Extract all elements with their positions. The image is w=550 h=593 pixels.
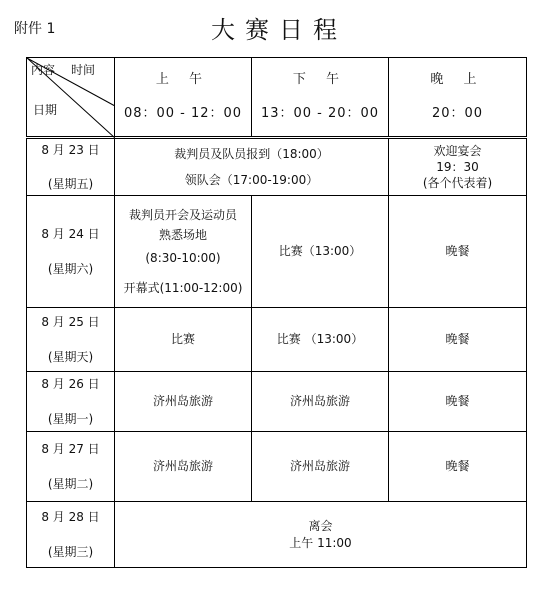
evening-cell: 晚餐 <box>389 432 527 502</box>
afternoon-cell: 济州岛旅游 <box>252 372 389 432</box>
table-row <box>27 308 527 372</box>
corner-time-label: 时间 <box>71 63 96 77</box>
corner-date-label: 日期 <box>33 103 58 117</box>
departure-cell <box>115 502 527 568</box>
date-cell <box>27 502 115 568</box>
weekday-label: (星期五) <box>47 177 94 191</box>
afternoon-cell: 济州岛旅游 <box>252 432 389 502</box>
table-row <box>27 372 527 432</box>
date-cell <box>27 138 115 196</box>
morning-cell <box>115 196 252 308</box>
header-morning <box>115 58 252 138</box>
daytime-line: 裁判员及队员报到（18:00） <box>174 146 329 161</box>
header-afternoon <box>252 58 389 138</box>
evening-line: 欢迎宴会 <box>433 143 482 158</box>
date-label: 8 月 28 日 <box>41 510 100 525</box>
date-label: 8 月 26 日 <box>41 377 100 392</box>
date-cell <box>27 432 115 502</box>
evening-cell <box>389 138 527 196</box>
weekday-label: (星期三) <box>47 544 94 559</box>
corner-content-label: 内容 <box>31 63 56 77</box>
date-label: 8 月 25 日 <box>41 315 100 330</box>
evening-line: (各个代表着) <box>422 176 493 191</box>
attachment-label: 附件 1 <box>14 21 56 37</box>
morning-cell: 济州岛旅游 <box>115 432 252 502</box>
morning-line: 裁判员开会及运动员 <box>128 208 237 223</box>
header-morning-label: 上 午 <box>155 72 211 88</box>
afternoon-cell: 比赛 （13:00） <box>252 308 389 372</box>
table-row <box>27 196 527 308</box>
header-row <box>27 58 527 138</box>
page-title: 大赛日程 <box>211 16 347 44</box>
evening-cell: 晚餐 <box>389 308 527 372</box>
daytime-cell <box>115 138 389 196</box>
morning-cell: 比赛 <box>115 308 252 372</box>
header-evening-label: 晚 上 <box>430 72 485 88</box>
date-label: 8 月 27 日 <box>41 442 100 457</box>
date-cell <box>27 372 115 432</box>
evening-cell: 晚餐 <box>389 196 527 308</box>
morning-line: 开幕式(11:00-12:00) <box>123 280 243 295</box>
daytime-line: 领队会（17:00-19:00） <box>184 173 319 187</box>
morning-line: 熟悉场地 <box>158 228 207 243</box>
date-label: 8 月 24 日 <box>41 227 100 242</box>
evening-cell: 晚餐 <box>389 372 527 432</box>
table-row <box>27 138 527 196</box>
weekday-label: (星期一) <box>47 411 94 426</box>
date-cell <box>27 196 115 308</box>
departure-line: 离会 <box>308 519 333 534</box>
table-row <box>27 432 527 502</box>
schedule-table <box>26 57 527 568</box>
date-cell <box>27 308 115 372</box>
header-corner-cell <box>27 58 115 138</box>
departure-line: 上午 11:00 <box>289 535 352 550</box>
weekday-label: (星期六) <box>47 261 94 276</box>
header-afternoon-time: 13：00 - 20：00 <box>260 106 380 121</box>
date-label: 8 月 23 日 <box>41 142 100 157</box>
table-row <box>27 502 527 568</box>
morning-line: (8:30-10:00) <box>145 250 221 265</box>
morning-cell: 济州岛旅游 <box>115 372 252 432</box>
afternoon-cell: 比赛（13:00） <box>252 196 389 308</box>
evening-line: 19：30 <box>436 159 479 174</box>
weekday-label: (星期天) <box>47 349 94 364</box>
header-afternoon-label: 下 午 <box>292 72 348 88</box>
header-evening <box>389 58 527 138</box>
header-evening-time: 20：00 <box>431 106 484 121</box>
header-morning-time: 08：00 - 12：00 <box>123 106 243 121</box>
weekday-label: (星期二) <box>47 476 94 491</box>
